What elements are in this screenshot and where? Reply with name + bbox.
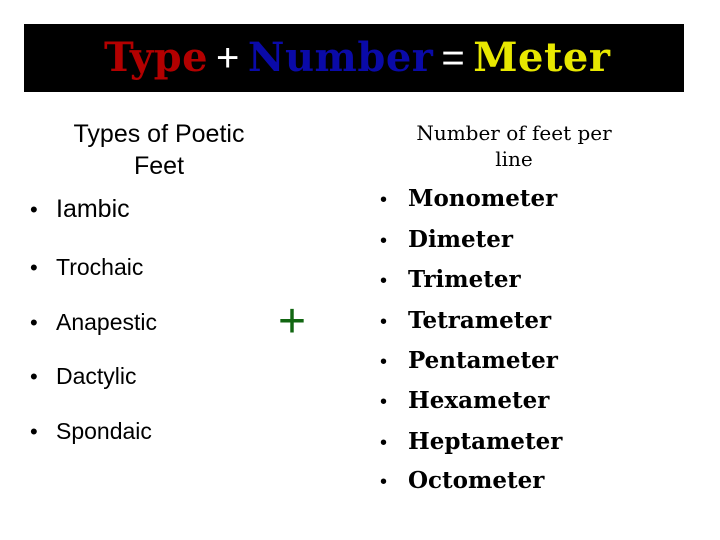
- right-heading-line2: line: [495, 147, 533, 171]
- bullet: •: [380, 270, 388, 292]
- list-item-label: Trimeter: [408, 266, 521, 293]
- bullet: •: [380, 230, 388, 252]
- list-item: [380, 265, 521, 296]
- title-number: Number: [247, 34, 434, 81]
- title-equals: =: [441, 36, 466, 80]
- list-item: [30, 417, 152, 446]
- bullet: •: [30, 419, 38, 444]
- list-item-label: Dactylic: [56, 363, 137, 389]
- list-item-label: Anapestic: [56, 309, 158, 335]
- list-item-label: Pentameter: [408, 347, 558, 374]
- list-item: [380, 466, 544, 497]
- list-item-label: Heptameter: [408, 428, 563, 455]
- list-item: [380, 386, 549, 417]
- bullet: •: [380, 391, 388, 413]
- title-meter: Meter: [473, 34, 611, 81]
- list-item-label: Octometer: [408, 467, 545, 494]
- list-item: [380, 306, 551, 337]
- plus-sign: +: [278, 295, 307, 348]
- bullet: •: [380, 351, 388, 373]
- list-item-label: Spondaic: [56, 418, 152, 444]
- list-item: [380, 225, 513, 256]
- bullet: •: [30, 364, 38, 389]
- list-item: [380, 346, 558, 377]
- list-item-label: Dimeter: [408, 226, 514, 253]
- list-item-label: Hexameter: [408, 387, 550, 414]
- title-type: Type: [104, 34, 209, 81]
- bullet: •: [380, 189, 388, 211]
- list-item: [30, 308, 157, 337]
- left-heading: [44, 118, 274, 182]
- title-plus: +: [216, 36, 240, 80]
- list-item: [380, 184, 557, 215]
- list-item: [30, 362, 137, 391]
- bullet: •: [30, 197, 38, 222]
- bullet: •: [380, 432, 388, 454]
- bullet: •: [30, 255, 38, 280]
- right-heading: [384, 120, 644, 172]
- list-item-label: Tetrameter: [408, 307, 552, 334]
- list-item-label: Iambic: [56, 195, 130, 223]
- left-heading-line2: Feet: [133, 152, 185, 180]
- bullet: •: [380, 471, 388, 493]
- bullet: •: [380, 311, 388, 333]
- slide-title: [104, 30, 610, 86]
- right-heading-line1: Number of feet per: [416, 121, 612, 145]
- list-item-label: Monometer: [408, 185, 558, 212]
- list-item: [380, 427, 562, 458]
- list-item: [30, 195, 130, 224]
- list-item: [30, 253, 143, 282]
- bullet: •: [30, 310, 38, 335]
- list-item-label: Trochaic: [56, 254, 144, 280]
- left-heading-line1: Types of Poetic: [73, 120, 245, 148]
